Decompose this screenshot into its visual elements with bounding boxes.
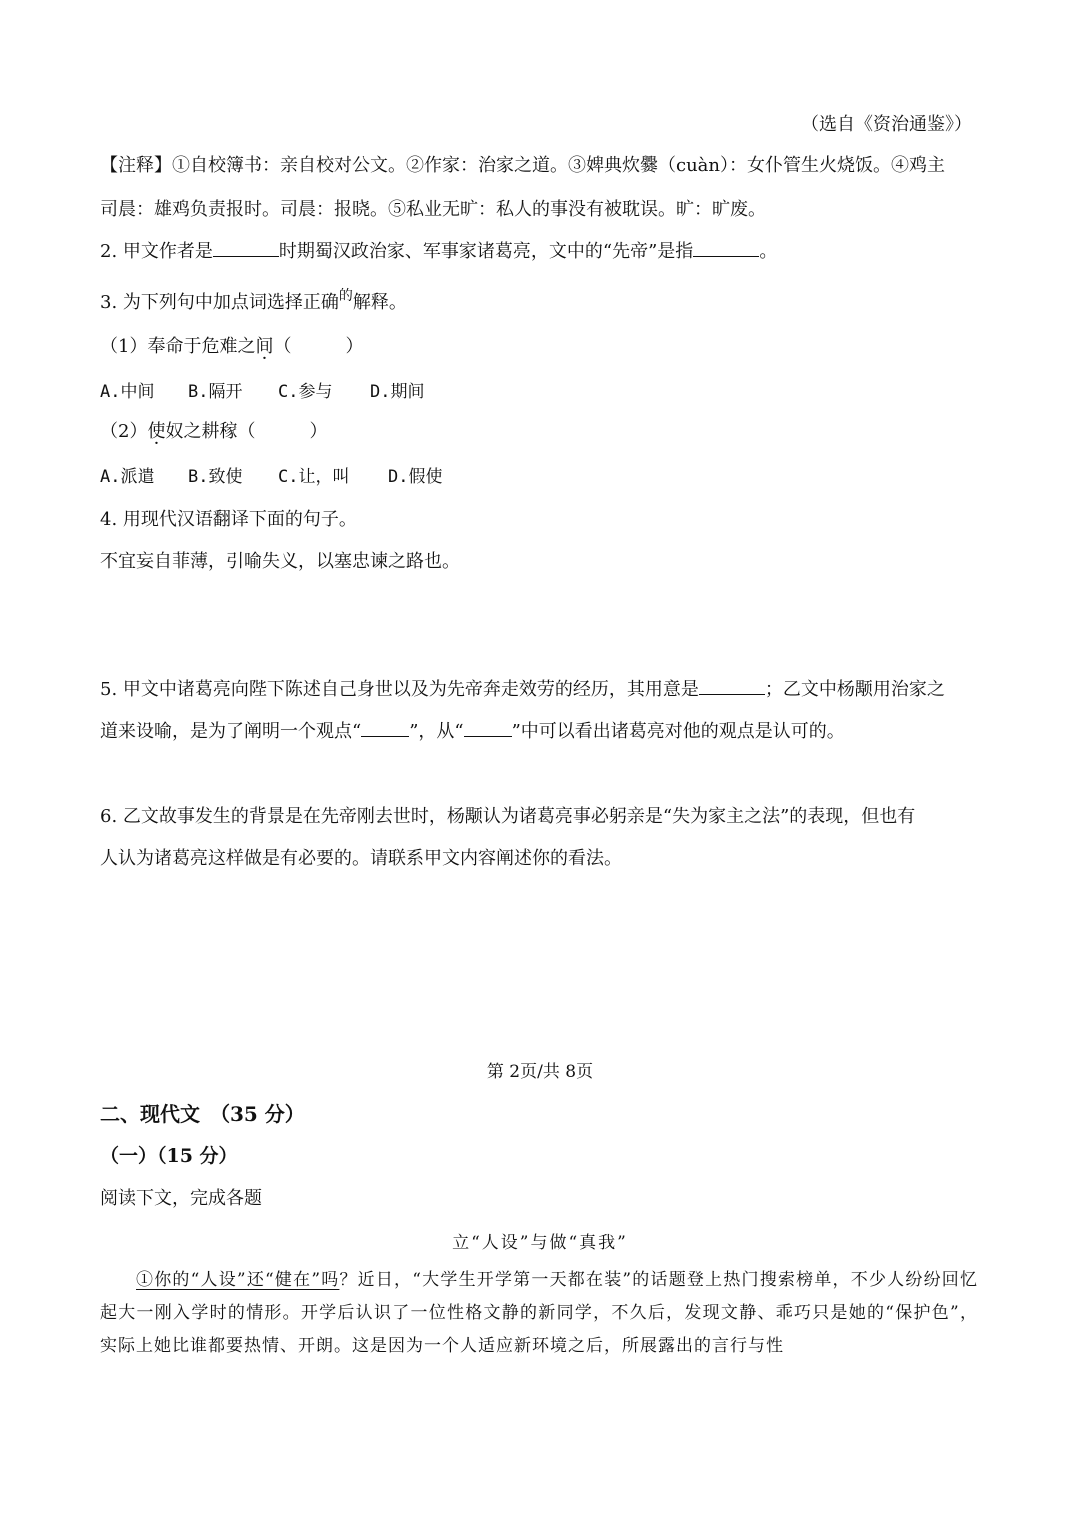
q3-item1-option-b[interactable]: B.隔开 [188,382,243,402]
question-6-line-2: 人认为诸葛亮这样做是有必要的。请联系甲文内容阐述你的看法。 [100,848,622,869]
q3-item2-option-d[interactable]: D.假使 [388,467,443,487]
q3-stem-a: 3. 为下列句中加点词选择正确 [100,292,339,313]
annotation-line-2: 司晨：雄鸡负责报时。司晨：报晓。⑤私业无旷：私人的事没有被耽误。旷：旷废。 [100,199,766,220]
article-p1-rest: ？近日，“大学生开学第一天都在装”的话题登上热门搜索榜单，不少人纷纷回忆起大一刚入学时的情形。开学后认识了一位性格文静的新同学，不久后，发现文静、乖巧只是她的“保护色”，实际上她比谁都要热情、开朗。这是因为一个人适应新环境之后，所展露出的言行与性 [100,1270,978,1356]
q2-blank-1[interactable] [213,238,279,257]
q5-blank-1[interactable] [699,676,765,695]
q5-text-d: ”，从“ [409,721,464,742]
question-3-item-2 [100,418,980,446]
question-4-stem: 4. 用现代汉语翻译下面的句子。 [100,509,357,530]
question-6-line-1: 6. 乙文故事发生的背景是在先帝刚去世时，杨颙认为诸葛亮事必躬亲是“失为家主之法”的表现，但也有 [100,806,916,827]
q3-stem-b: 解释。 [352,292,407,313]
annotation-line-1: 【注释】①自校簿书：亲自校对公文。②作家：治家之道。③婢典炊爨（cuàn）：女仆管生火烧饭。④鸡主 [100,155,945,176]
q3-item2-option-b[interactable]: B.致使 [188,467,243,487]
q5-text-b: ；乙文中杨颙用治家之 [764,679,945,700]
q3-item2-b: 奴之耕稼（ ） [165,421,328,442]
reading-instruction: 阅读下文，完成各题 [100,1188,262,1209]
q3-item1-b: （ ） [273,336,364,357]
question-3-item-1 [100,333,980,361]
question-2 [100,238,980,266]
article-paragraph-1 [100,1264,978,1363]
question-5-line-1 [100,676,980,704]
q5-text-e: ”中可以看出诸葛亮对他的观点是认可的。 [511,721,845,742]
q2-text-c: 。 [759,241,778,262]
q3-item1-option-c[interactable]: C.参与 [278,382,333,402]
q3-item1-option-d[interactable]: D.期间 [370,382,425,402]
article-title: 立“人设”与做“真我” [452,1233,628,1253]
page-footer: 第 2页/共 8页 [486,1062,594,1082]
q2-text-b: 时期蜀汉政治家、军事家诸葛亮，文中的“先帝”是指 [278,241,694,262]
q2-blank-2[interactable] [693,238,759,257]
q5-text-c: 道来设喻，是为了阐明一个观点“ [100,721,362,742]
question-3-stem [100,289,980,318]
q5-blank-2[interactable] [361,718,409,737]
q3-item1-a: （1）奉命于危难之 [100,336,256,357]
question-5-line-2 [100,718,980,746]
q3-item2-a: （2） [100,421,148,442]
q5-text-a: 5. 甲文中诸葛亮向陛下陈述自己身世以及为先帝奔走效劳的经历，其用意是 [100,679,699,700]
q3-item1-option-a[interactable]: A.中间 [100,382,155,402]
q3-stem-de: 的 [338,288,353,304]
section-2-heading: 二、现代文 （35 分） [100,1102,305,1126]
q2-text-a: 2. 甲文作者是 [100,241,213,262]
q3-item2-option-a[interactable]: A.派遣 [100,467,155,487]
question-3-item-1-options [100,378,980,406]
q3-item2-dotted-word: 使 [147,421,166,442]
source-note: （选自《资治通鉴》） [801,114,972,135]
section-2-subheading: （一）（15 分） [100,1145,238,1167]
question-4-sentence: 不宜妄自菲薄，引喻失义，以塞忠谏之路也。 [100,551,460,572]
q5-blank-3[interactable] [464,718,512,737]
q3-item2-option-c[interactable]: C.让，叫 [278,467,350,487]
article-p1-underlined: ①你的“人设”还“健在”吗 [136,1270,340,1290]
q3-item1-dotted-word: 间 [255,336,274,357]
question-3-item-2-options [100,463,980,491]
